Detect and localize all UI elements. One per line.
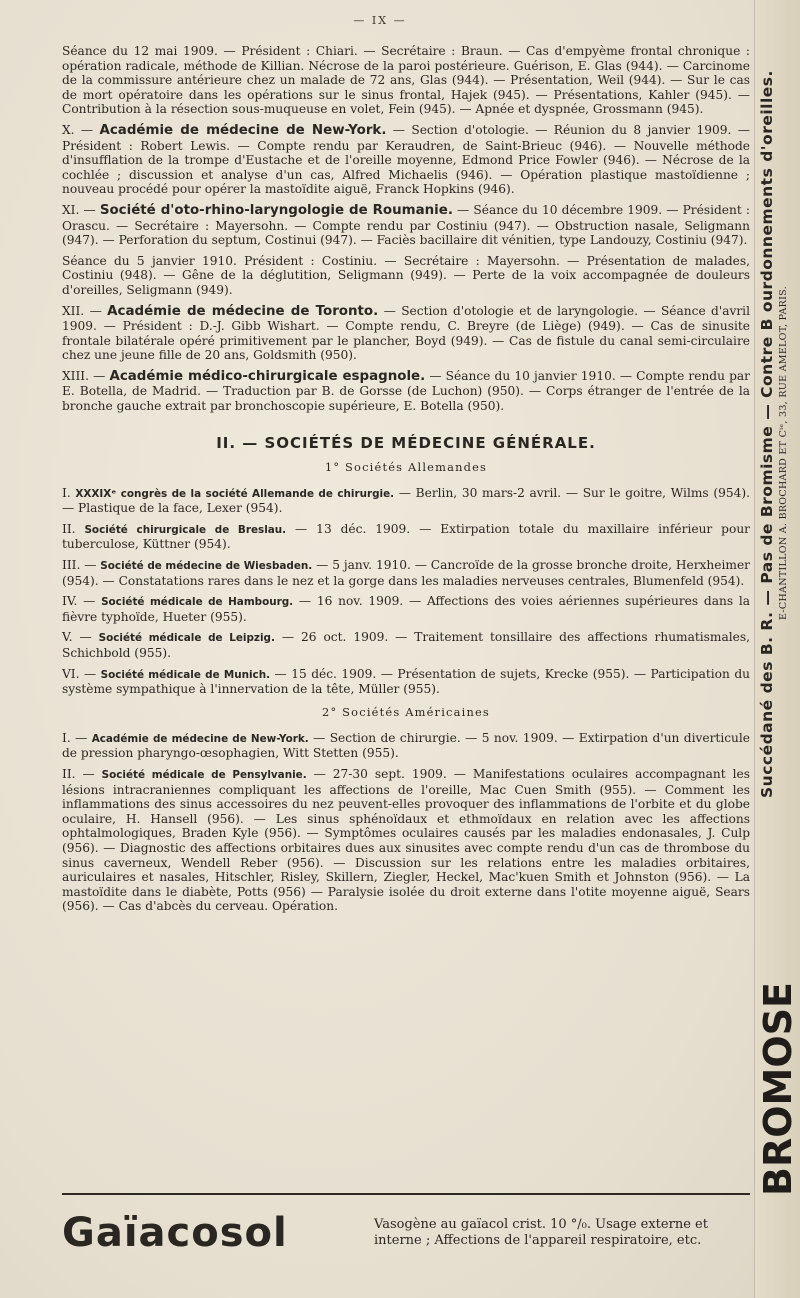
paragraph-seance-12-mai: Séance du 12 mai 1909. — Président : Chiari. — Secrétaire : Braun. — Cas d'empyème frontal chronique : opération radicale, méthode de Killian. Nécrose de la paroi postérieure. Guérison, E. Glas (944). — Carcinome de la commissure antérieure chez un malade de 72 ans, Glas (944). — Présentation, Weil (944). — Sur le cas de mort opératoire dans les opérations sur le sinus frontal, Hajek (945). — Présentations, Kahler (945). — Contribution à la résection sous-muqueuse en volet, Fein (945). — Apnée et dyspnée, Grossmann (945).: [62, 44, 750, 117]
entry-text: — 16 nov. 1909. — Affections des voies aériennes supérieures dans la fièvre typhoïde, Hueter (955).: [62, 594, 751, 624]
entry-text: — 15 déc. 1909. — Présentation de sujets, Krecke (955). — Participation du système sympathique à l'innervation de la tête, Müller (955).: [62, 666, 750, 697]
paragraph-x: [62, 123, 750, 197]
side-ad-slogan: Succédané des B. R. — Pas de Bromisme — Contre B ourdonnements d'oreilles.: [758, 70, 776, 798]
paragraph-xii: [62, 304, 750, 363]
ad-description: [362, 1217, 708, 1249]
paragraph-text: — Section d'otologie et de laryngologie. — Séance d'avril 1909. — Président : D.-J. Gibb Wishart. — Compte rendu, C. Breyre (de Liège) (949). — Cas de sinusite frontale bilatérale opéré primitivement par le plancher, Boyd (949). — Cas de fistule du canal semi-circulaire chez une jeune fille de 20 ans, Goldsmith (950).: [62, 303, 750, 363]
paragraph-label: XIII. —: [62, 368, 110, 383]
paragraph-text: — Section d'otologie. — Réunion du 8 janvier 1909. — Président : Robert Lewis. — Compte rendu par Keraudren, de Saint-Brieuc (946). — Nouvelle méthode d'insufflation de la trompe d'Eustache et de l'oreille moyenne, Edmond Price Fowler (946). — Nécrose de la cochlée ; discussion et analyse d'un cas, Alfred Michaelis (946). — Opération plastique mastoïdienne ; nouveau procédé pour opérer la mastoïdite aiguë, Franck Hopkins (946).: [62, 122, 750, 197]
society-name: Société médicale de Munich.: [100, 668, 271, 681]
ad-description-line: interne ; Affections de l'appareil respiratoire, etc.: [374, 1233, 702, 1248]
entry-text: — Berlin, 30 mars-2 avril. — Sur le goitre, Wilms (954). — Plastique de la face, Lexer (954).: [62, 485, 750, 516]
entry-text: — 5 janv. 1910. — Cancroïde de la grosse bronche droite, Herxheimer (954). — Constatations rares dans le nez et la gorge dans les maladies nerveuses centrales, Blumenfeld (954).: [62, 558, 750, 588]
side-ad-brand: BROMOSE: [756, 982, 800, 1196]
german-entry: [62, 486, 750, 516]
society-name: XXXIXᵉ congrès de la société Allemande de chirurgie.: [75, 487, 395, 500]
society-name: Académie de médecine de New-York.: [99, 122, 387, 138]
society-name: Société médicale de Hambourg.: [101, 596, 294, 609]
paragraph-text: — Séance du 10 janvier 1910. — Compte rendu par E. Botella, de Madrid. — Traduction par B. de Gorsse (de Luchon) (950). — Corps étranger de l'entrée de la bronche gauche extrait par bronchoscopie supérieure, E. Botella (950).: [62, 368, 750, 414]
footer-rule: [62, 1193, 750, 1195]
section-title: II. — SOCIÉTÉS DE MÉDECINE GÉNÉRALE.: [216, 433, 596, 452]
entry-label: II.: [62, 521, 85, 536]
american-entry: [62, 731, 750, 761]
ad-brand: Gaïacosol: [62, 1210, 288, 1256]
paragraph-label: XII. —: [62, 303, 108, 318]
paragraph-xi: [62, 203, 750, 248]
side-ad-address: E-CHANTILLON A. BROCHARD ET Cⁱᵉ, 33, RUE AMELOT, PARIS.: [778, 286, 789, 620]
society-name: Académie de médecine de Toronto.: [107, 303, 379, 319]
ad-description-line: Vasogène au gaïacol crist. 10 °/₀. Usage externe et: [374, 1217, 708, 1232]
society-name: Société médicale de Leipzig.: [98, 632, 275, 645]
entry-label: I.: [62, 485, 76, 500]
society-name: Société médicale de Pensylvanie.: [101, 768, 307, 781]
german-entry: [62, 630, 750, 660]
entry-text: — Section de chirurgie. — 5 nov. 1909. — Extirpation d'un diverticule de pression pharyngo-œsophagien, Witt Stetten (955).: [62, 730, 750, 761]
entry-text: — 13 déc. 1909. — Extirpation totale du maxillaire inférieur pour tuberculose, Küttner (954).: [62, 521, 750, 552]
entry-label: VI. —: [62, 666, 101, 681]
german-entry: [62, 667, 750, 697]
entry-label: I. —: [62, 730, 92, 745]
entry-label: V. —: [62, 630, 99, 645]
paragraph-label: XI. —: [62, 202, 100, 217]
american-entry: [62, 767, 750, 914]
german-entry: [62, 558, 750, 588]
subsection-title-german: 1° Sociétés Allemandes: [324, 459, 488, 474]
paragraph-xiii: [62, 369, 750, 414]
society-name: Société de médecine de Wiesbaden.: [100, 560, 313, 573]
page-folio: — IX —: [353, 14, 407, 27]
society-name: Société chirurgicale de Breslau.: [84, 523, 287, 536]
entry-label: IV. —: [62, 594, 102, 609]
main-text: [62, 44, 750, 920]
advertisement: [62, 1210, 750, 1256]
society-name: Société d'oto-rhino-laryngologie de Roumanie.: [99, 202, 453, 218]
paragraph-xi-cont: Séance du 5 janvier 1910. Président : Costiniu. — Secrétaire : Mayersohn. — Présentation de malades, Costiniu (948). — Gêne de la déglutition, Seligmann (949). — Perte de la voix accompagnée de douleurs d'oreilles, Seligmann (949).: [62, 253, 750, 297]
entry-text: — 27-30 sept. 1909. — Manifestations oculaires accompagnant les lésions intracraniennes compliquant les affections de l'oreille, Mac Cuen Smith (955). — Comment les inflammations des sinus accessoires du nez peuvent-elles provoquer des inflammations de l'orbite et du globe oculaire, H. Hansell (956). — Les sinus sphénoïdaux et ethmoïdaux en relation avec les affections ophtalmologiques, Braden Kyle (956). — Symptômes oculaires causés par les maladies endonasales, J. Culp (956). — Diagnostic des affections orbitaires dues aux sinusites avec compte rendu d'un cas de thrombose du sinus caverneux, Wendell Reber (956). — Discussion sur les relations entre les maladies orbitaires, auriculaires et nasales, Hitschler, Risley, Skillern, Ziegler, Heckel, Mac'kuen Smith et Johnston (956). — La mastoïdite dans le diabète, Potts (956) — Paralysie isolée du droit externe dans l'otite moyenne aiguë, Sears (956). — Cas d'abcès du cerveau. Opération.: [62, 766, 750, 914]
entry-label: III. —: [62, 558, 101, 573]
society-name: Académie de médecine de New-York.: [91, 732, 309, 745]
subsection-title-american: 2° Sociétés Américaines: [322, 704, 490, 719]
paragraph-label: X. —: [62, 122, 100, 137]
german-entry: [62, 522, 750, 552]
german-entry: [62, 594, 750, 624]
paragraph-text: — Séance du 10 décembre 1909. — Président : Orascu. — Secrétaire : Mayersohn. — Compte rendu par Costiniu (947). — Obstruction nasale, Seligmann (947). — Perforation du septum, Costinui (947). — Faciès bacillaire dit vénitien, type Landouzy, Costiniu (947).: [62, 202, 750, 248]
society-name: Académie médico-chirurgicale espagnole.: [109, 368, 426, 384]
entry-label: II. —: [62, 766, 102, 781]
entry-text: — 26 oct. 1909. — Traitement tonsillaire des affections rhumatismales, Schichbold (955).: [62, 630, 750, 660]
